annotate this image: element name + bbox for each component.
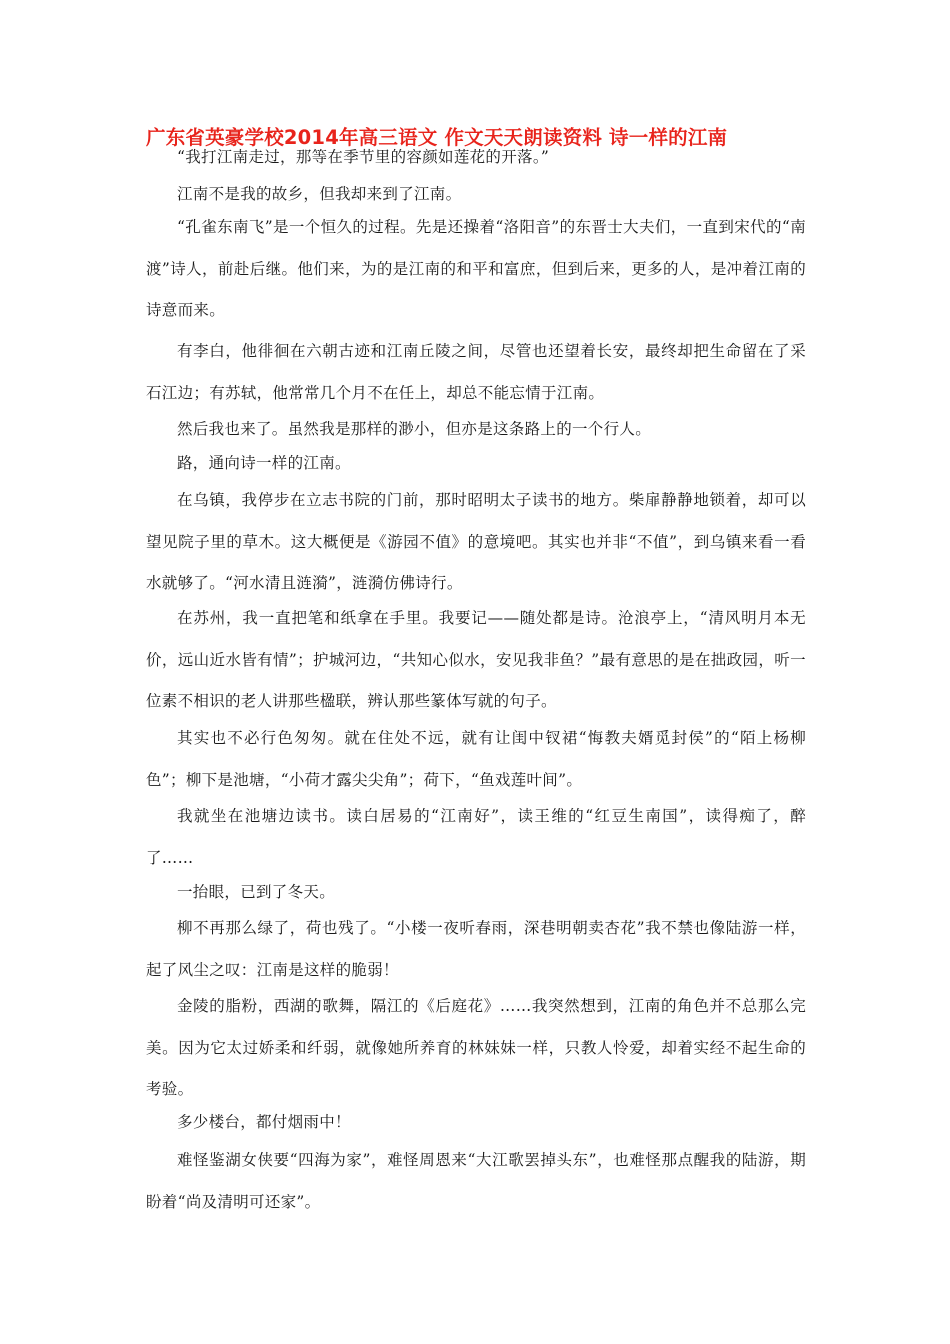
paragraph-14: 多少楼台，都付烟雨中！	[177, 1113, 351, 1131]
paragraph-13: 金陵的脂粉，西湖的歌舞，隔江的《后庭花》……我突然想到，江南的角色并不总那么完美。因为它太过娇柔和纤弱，就像她所养育的林妹妹一样，只教人怜爱，却着实经不起生命的考验。	[146, 997, 806, 1098]
paragraph-11: 一抬眼，已到了冬天。	[177, 883, 336, 901]
paragraph-10: 我就坐在池塘边读书。读白居易的“江南好”，读王维的“红豆生南国”，读得痴了，醉了……	[146, 807, 806, 867]
paragraph-5: 然后我也来了。虽然我是那样的渺小，但亦是这条路上的一个行人。	[177, 420, 652, 438]
paragraph-1: “我打江南走过，那等在季节里的容颜如莲花的开落。”	[177, 148, 550, 166]
paragraph-2: 江南不是我的故乡，但我却来到了江南。	[177, 185, 462, 203]
paragraph-15: 难怪鉴湖女侠要“四海为家”，难怪周恩来“大江歌罢掉头东”，也难怪那点醒我的陆游，期盼着“尚及清明可还家”。	[146, 1151, 806, 1211]
paragraph-12: 柳不再那么绿了，荷也残了。“小楼一夜听春雨，深巷明朝卖杏花”我不禁也像陆游一样，起了风尘之叹：江南是这样的脆弱！	[146, 919, 806, 979]
paragraph-4: 有李白，他徘徊在六朝古迹和江南丘陵之间，尽管也还望着长安，最终却把生命留在了采石江边；有苏轼，他常常几个月不在任上，却总不能忘情于江南。	[146, 342, 806, 402]
paragraph-3: “孔雀东南飞”是一个恒久的过程。先是还操着“洛阳音”的东晋士大夫们，一直到宋代的“南渡”诗人，前赴后继。他们来，为的是江南的和平和富庶，但到后来，更多的人，是冲着江南的诗意而来。	[146, 218, 806, 319]
paragraph-6: 路，通向诗一样的江南。	[177, 454, 351, 472]
document-title: 广东省英豪学校2014年高三语文 作文天天朗读资料 诗一样的江南	[146, 126, 728, 149]
paragraph-7: 在乌镇，我停步在立志书院的门前，那时昭明太子读书的地方。柴扉静静地锁着，却可以望见院子里的草木。这大概便是《游园不值》的意境吧。其实也并非“不值”，到乌镇来看一看水就够了。“河水清且涟漪”，涟漪仿佛诗行。	[146, 491, 806, 592]
paragraph-8: 在苏州，我一直把笔和纸拿在手里。我要记——随处都是诗。沧浪亭上，“清风明月本无价，远山近水皆有情”；护城河边，“共知心似水，安见我非鱼？”最有意思的是在拙政园，听一位素不相识的老人讲那些楹联，辨认那些篆体写就的句子。	[146, 609, 806, 710]
paragraph-9: 其实也不必行色匆匆。就在住处不远，就有让闺中钗裙“悔教夫婿觅封侯”的“陌上杨柳色”；柳下是池塘，“小荷才露尖尖角”；荷下，“鱼戏莲叶间”。	[146, 729, 806, 789]
